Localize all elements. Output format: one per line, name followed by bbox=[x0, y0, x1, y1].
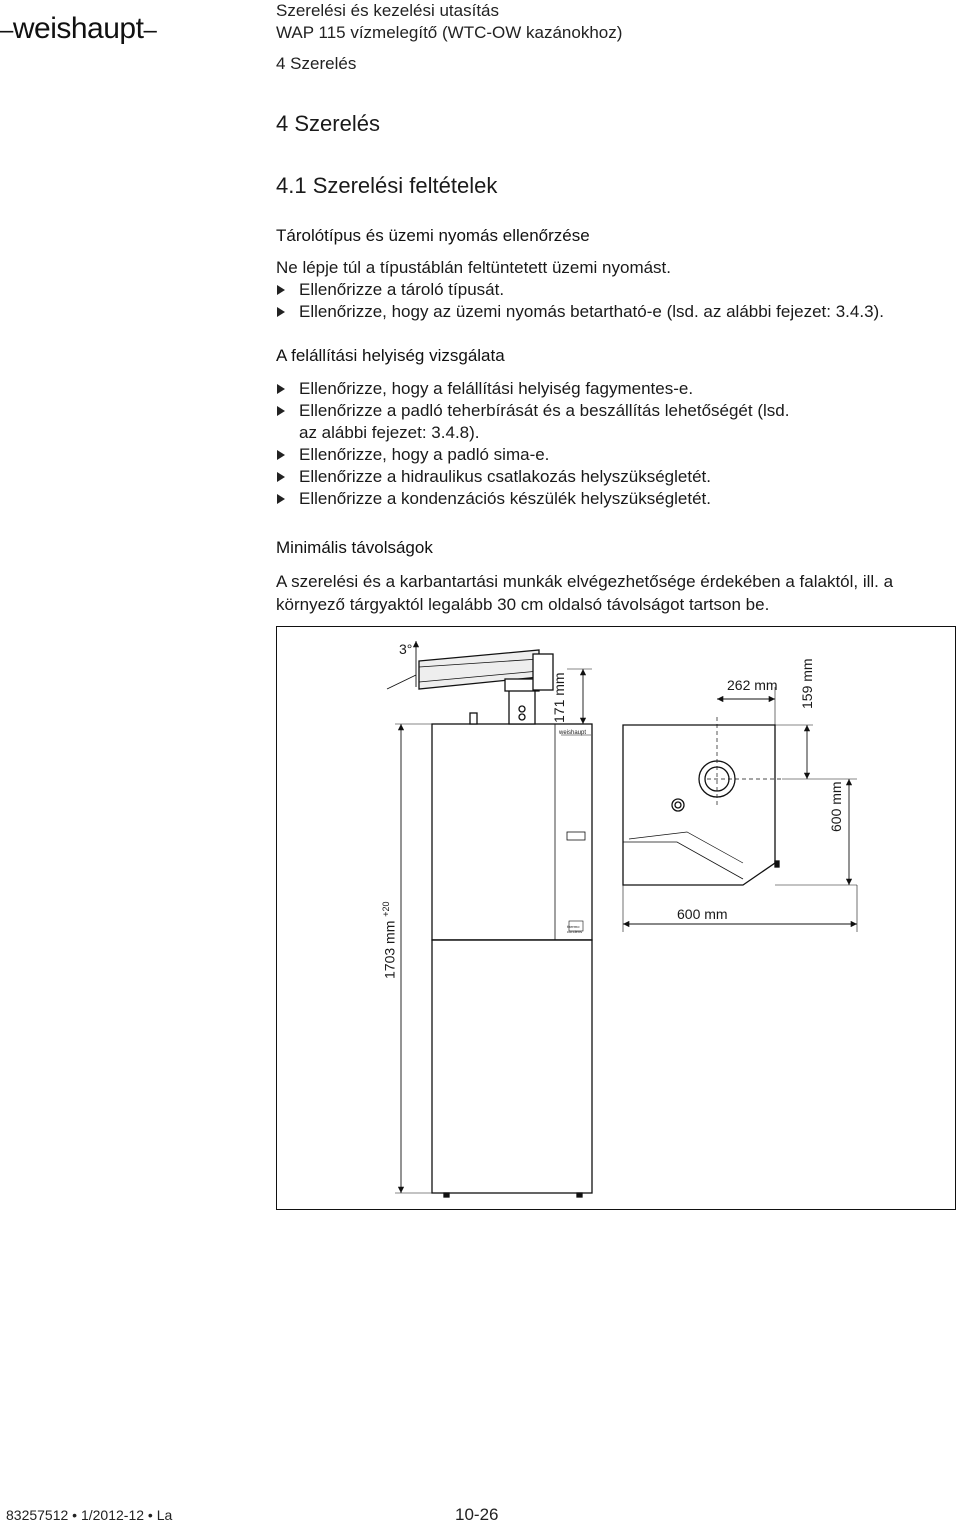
bullet-list-storage bbox=[276, 279, 956, 323]
bullet-triangle-icon bbox=[277, 307, 285, 317]
top-offset-label: 262 mm bbox=[727, 677, 778, 693]
list-item: Ellenőrizze a hidraulikus csatlakozás helyszükségletét. bbox=[276, 466, 806, 488]
list-item: Ellenőrizze, hogy az üzemi nyomás betartható-e (lsd. az alábbi fejezet: 3.4.3). bbox=[276, 301, 956, 323]
device-brand-plate: weishaupt bbox=[559, 730, 587, 736]
dimension-drawing bbox=[277, 627, 957, 1211]
bullet-triangle-icon bbox=[277, 472, 285, 482]
total-height-label: 1703 mm $^{+20}$ bbox=[381, 901, 398, 979]
top-depth-label: 159 mm bbox=[799, 658, 815, 709]
weishaupt-logo: –weishaupt– bbox=[0, 12, 157, 45]
front-flue-pipe bbox=[419, 650, 553, 724]
width-label: 600 mm bbox=[677, 906, 728, 922]
doc-code: 83257512 • 1/2012-12 • La bbox=[6, 1507, 173, 1523]
section-heading: 4.1 Szerelési feltételek bbox=[276, 173, 498, 198]
list-item: Ellenőrizze, hogy a felállítási helyiség fagymentes-e. bbox=[276, 378, 806, 400]
subheading-storage-type: Tárolótípus és üzemi nyomás ellenőrzése bbox=[276, 226, 590, 245]
top-view-unit bbox=[623, 717, 782, 885]
storage-brand-plate: thermo condens bbox=[567, 924, 583, 934]
flue-height-label: 171 mm bbox=[551, 672, 567, 723]
bullet-list-room bbox=[276, 378, 806, 510]
bullet-triangle-icon bbox=[277, 285, 285, 295]
list-item: Ellenőrizze a padló teherbírását és a beszállítás lehetőségét (lsd. az alábbi fejezet: 3.4.8). bbox=[276, 400, 806, 444]
installation-dimension-figure bbox=[276, 626, 956, 1210]
page-number: 10-26 bbox=[455, 1505, 499, 1524]
bullet-triangle-icon bbox=[277, 494, 285, 504]
front-view-unit bbox=[432, 713, 592, 1197]
bullet-triangle-icon bbox=[277, 406, 285, 416]
subheading-room-check: A felállítási helyiség vizsgálata bbox=[276, 346, 505, 365]
list-item: Ellenőrizze a kondenzációs készülék helyszükségletét. bbox=[276, 488, 806, 510]
side-height-label: 600 mm bbox=[828, 781, 844, 832]
angle-label: 3° bbox=[399, 641, 413, 657]
doc-subtitle: WAP 115 vízmelegítő (WTC-OW kazánokhoz) bbox=[276, 23, 623, 42]
subheading-min-distances: Minimális távolságok bbox=[276, 538, 433, 557]
bullet-triangle-icon bbox=[277, 384, 285, 394]
list-item: Ellenőrizze, hogy a padló sima-e. bbox=[276, 444, 806, 466]
doc-title: Szerelési és kezelési utasítás bbox=[276, 1, 499, 20]
chapter-label: 4 Szerelés bbox=[276, 54, 357, 73]
paragraph-pressure: Ne lépje túl a típustáblán feltüntetett üzemi nyomást. bbox=[276, 258, 672, 277]
bullet-triangle-icon bbox=[277, 450, 285, 460]
list-item: Ellenőrizze a tároló típusát. bbox=[276, 279, 956, 301]
paragraph-distances: A szerelési és a karbantartási munkák elvégezhetősége érdekében a falaktól, ill. a környező tárgyaktól legalább 30 cm oldalsó távolságot tartson be. bbox=[276, 572, 894, 614]
chapter-heading: 4 Szerelés bbox=[276, 111, 380, 136]
